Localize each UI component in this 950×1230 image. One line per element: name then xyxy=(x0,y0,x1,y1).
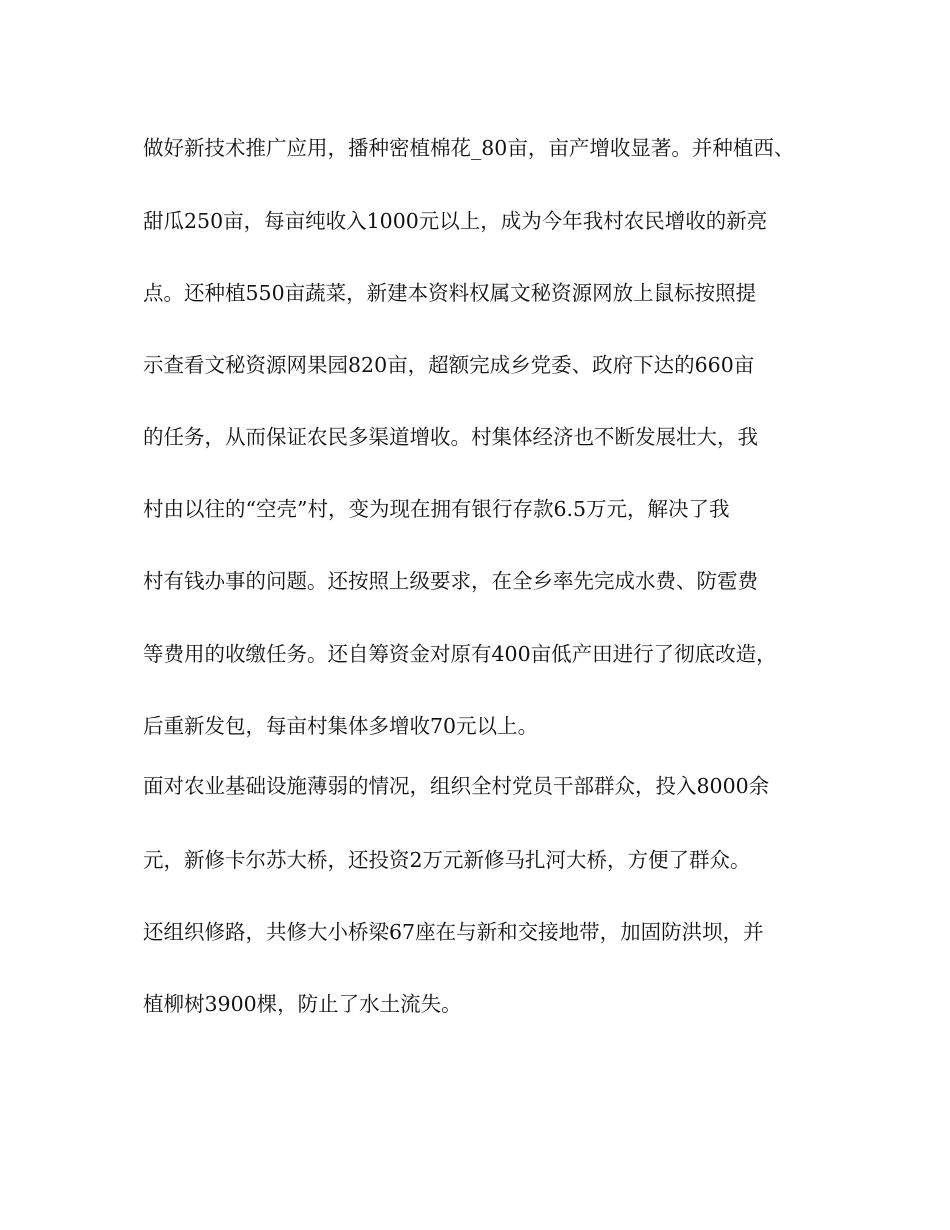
paragraph-1-line-5: 的任务，从而保证农民多渠道增收。村集体经济也不断发展壮大，我 xyxy=(143,425,758,449)
paragraph-1-line-6: 村由以往的“空壳”村，变为现在拥有银行存款6.5万元，解决了我 xyxy=(143,497,730,521)
paragraph-2-line-2: 元，新修卡尔苏大桥，还投资2万元新修马扎河大桥，方便了群众。 xyxy=(143,848,751,872)
paragraph-1-line-3: 点。还种植550亩蔬菜，新建本资料权属文秘资源网放上鼠标按照提 xyxy=(143,281,757,305)
paragraph-1-line-2: 甜瓜250亩，每亩纯收入1000元以上，成为今年我村农民增收的新亮 xyxy=(143,209,768,233)
paragraph-1-line-9: 后重新发包，每亩村集体多增收70元以上。 xyxy=(143,714,539,738)
paragraph-1-line-4: 示查看文秘资源网果园820亩，超额完成乡党委、政府下达的660亩 xyxy=(143,353,755,377)
paragraph-2-line-1: 面对农业基础设施薄弱的情况，组织全村党员干部群众，投入8000余 xyxy=(143,774,770,798)
paragraph-1-line-1: 做好新技术推广应用，播种密植棉花_80亩，亩产增收显著。并种植西、 xyxy=(143,136,795,160)
paragraph-1-line-8: 等费用的收缴任务。还自筹资金对原有400亩低产田进行了彻底改造， xyxy=(143,642,777,666)
paragraph-1-line-7: 村有钱办事的问题。还按照上级要求，在全乡率先完成水费、防雹费 xyxy=(143,569,758,593)
paragraph-2-line-3: 还组织修路，共修大小桥梁67座在与新和交接地带，加固防洪坝，并 xyxy=(143,920,764,944)
paragraph-2-line-4: 植柳树3900棵，防止了水土流失。 xyxy=(143,992,462,1016)
